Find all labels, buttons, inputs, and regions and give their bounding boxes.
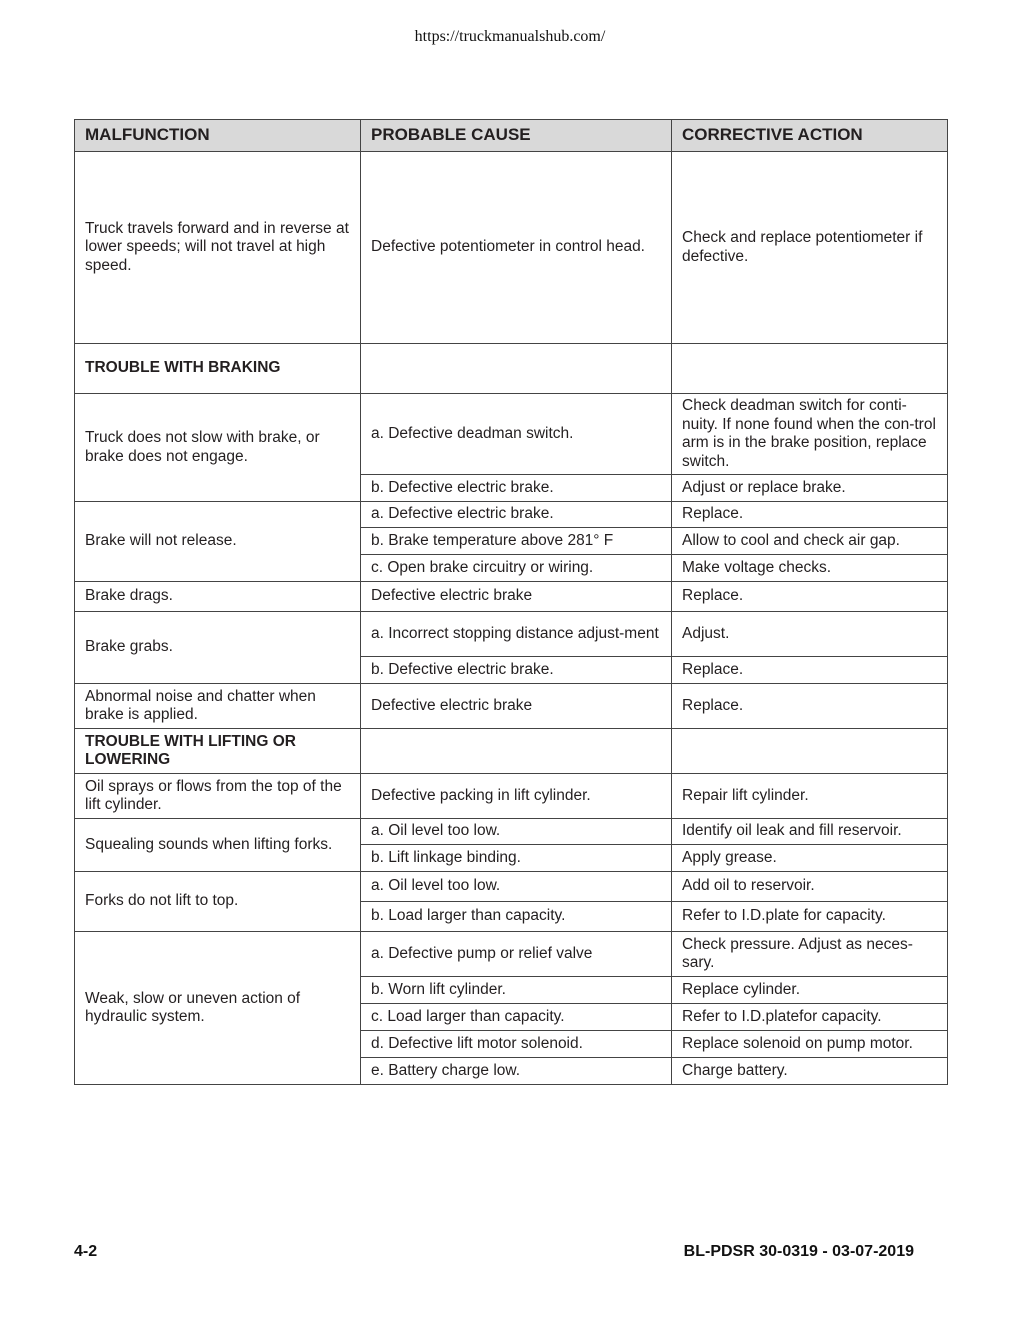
- table-row: [75, 394, 948, 475]
- empty-cell: [361, 344, 672, 394]
- cause-cell: Defective potentiometer in control head.: [361, 152, 672, 344]
- action-cell: Check pressure. Adjust as neces-sary.: [672, 932, 948, 977]
- empty-cell: [672, 729, 948, 774]
- empty-cell: [361, 729, 672, 774]
- section-row: [75, 344, 948, 394]
- action-cell: Add oil to reservoir.: [672, 872, 948, 902]
- action-cell: Replace.: [672, 582, 948, 612]
- action-cell: Adjust or replace brake.: [672, 475, 948, 502]
- cause-cell: b. Lift linkage binding.: [361, 845, 672, 872]
- table-row: [75, 684, 948, 729]
- cause-cell: a. Incorrect stopping distance adjust-ment: [361, 612, 672, 657]
- cause-cell: b. Worn lift cylinder.: [361, 977, 672, 1004]
- empty-cell: [672, 344, 948, 394]
- malfunction-cell: Oil sprays or flows from the top of the lift cylinder.: [75, 774, 361, 819]
- table-row: [75, 932, 948, 977]
- malfunction-cell: Brake grabs.: [75, 612, 361, 684]
- cause-cell: Defective electric brake: [361, 582, 672, 612]
- cause-cell: e. Battery charge low.: [361, 1058, 672, 1085]
- action-cell: Check and replace potentiometer if defective.: [672, 152, 948, 344]
- table-row: [75, 612, 948, 657]
- header-corrective-action: CORRECTIVE ACTION: [672, 120, 948, 152]
- action-cell: Allow to cool and check air gap.: [672, 528, 948, 555]
- section-title: TROUBLE WITH LIFTING OR LOWERING: [75, 729, 361, 774]
- action-cell: Replace solenoid on pump motor.: [672, 1031, 948, 1058]
- table-row: [75, 152, 948, 344]
- header-probable-cause: PROBABLE CAUSE: [361, 120, 672, 152]
- header-url[interactable]: https://truckmanualshub.com/: [414, 28, 606, 45]
- table-row: [75, 819, 948, 845]
- cause-cell: Defective packing in lift cylinder.: [361, 774, 672, 819]
- action-cell: Adjust.: [672, 612, 948, 657]
- cause-cell: a. Oil level too low.: [361, 872, 672, 902]
- malfunction-cell: Truck does not slow with brake, or brake does not engage.: [75, 394, 361, 502]
- cause-cell: b. Defective electric brake.: [361, 475, 672, 502]
- action-cell: Replace.: [672, 684, 948, 729]
- action-cell: Replace cylinder.: [672, 977, 948, 1004]
- cause-cell: a. Oil level too low.: [361, 819, 672, 845]
- cause-cell: b. Defective electric brake.: [361, 657, 672, 684]
- malfunction-cell: Brake drags.: [75, 582, 361, 612]
- section-title: TROUBLE WITH BRAKING: [75, 344, 361, 394]
- cause-cell: a. Defective electric brake.: [361, 502, 672, 528]
- troubleshooting-table: [74, 119, 948, 1085]
- action-cell: Make voltage checks.: [672, 555, 948, 582]
- document-id: BL-PDSR 30-0319 - 03-07-2019: [683, 1243, 914, 1260]
- header-malfunction: MALFUNCTION: [75, 120, 361, 152]
- malfunction-cell: Brake will not release.: [75, 502, 361, 582]
- action-cell: Refer to I.D.platefor capacity.: [672, 1004, 948, 1031]
- cause-cell: a. Defective pump or relief valve: [361, 932, 672, 977]
- page-number: 4-2: [74, 1243, 98, 1260]
- action-cell: Check deadman switch for conti-nuity. If none found when the con-trol arm is in the brake position, replace switch.: [672, 394, 948, 475]
- table-header-row: [75, 120, 948, 152]
- action-cell: Repair lift cylinder.: [672, 774, 948, 819]
- action-cell: Refer to I.D.plate for capacity.: [672, 902, 948, 932]
- cause-cell: a. Defective deadman switch.: [361, 394, 672, 475]
- action-cell: Charge battery.: [672, 1058, 948, 1085]
- malfunction-cell: Forks do not lift to top.: [75, 872, 361, 932]
- cause-cell: Defective electric brake: [361, 684, 672, 729]
- table-row: [75, 502, 948, 528]
- cause-cell: b. Brake temperature above 281° F: [361, 528, 672, 555]
- action-cell: Replace.: [672, 657, 948, 684]
- cause-cell: b. Load larger than capacity.: [361, 902, 672, 932]
- cause-cell: d. Defective lift motor solenoid.: [361, 1031, 672, 1058]
- action-cell: Replace.: [672, 502, 948, 528]
- cause-cell: c. Open brake circuitry or wiring.: [361, 555, 672, 582]
- cause-cell: c. Load larger than capacity.: [361, 1004, 672, 1031]
- malfunction-cell: Squealing sounds when lifting forks.: [75, 819, 361, 872]
- section-row: [75, 729, 948, 774]
- table-row: [75, 872, 948, 902]
- malfunction-cell: Weak, slow or uneven action of hydraulic system.: [75, 932, 361, 1085]
- action-cell: Identify oil leak and fill reservoir.: [672, 819, 948, 845]
- table-row: [75, 582, 948, 612]
- action-cell: Apply grease.: [672, 845, 948, 872]
- malfunction-cell: Abnormal noise and chatter when brake is applied.: [75, 684, 361, 729]
- table-row: [75, 774, 948, 819]
- malfunction-cell: Truck travels forward and in reverse at lower speeds; will not travel at high speed.: [75, 152, 361, 344]
